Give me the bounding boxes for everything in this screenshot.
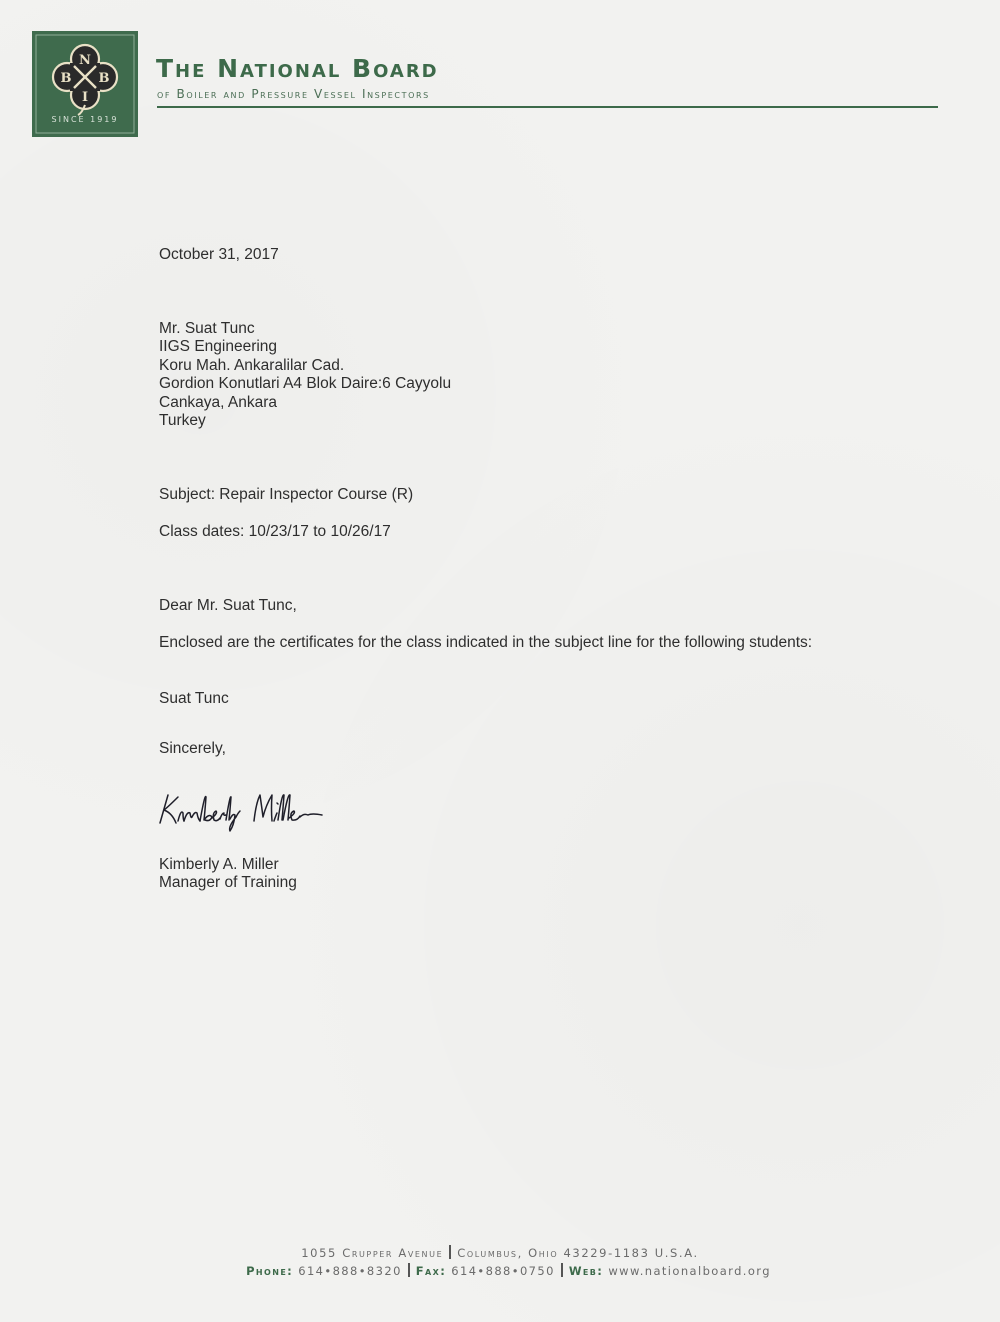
fax-label: Fax: bbox=[415, 1264, 447, 1278]
footer-city: Columbus, Ohio 43229-1183 U.S.A. bbox=[457, 1246, 699, 1260]
recipient-line: Koru Mah. Ankaralilar Cad. bbox=[159, 356, 345, 374]
footer-separator bbox=[561, 1263, 563, 1277]
organization-subtitle: of Boiler and Pressure Vessel Inspectors bbox=[157, 87, 430, 101]
class-dates: Class dates: 10/23/17 to 10/26/17 bbox=[159, 523, 391, 540]
student-name: Suat Tunc bbox=[159, 690, 229, 707]
recipient-line: Gordion Konutlari A4 Blok Daire:6 Cayyolu bbox=[159, 375, 452, 393]
closing: Sincerely, bbox=[159, 740, 226, 757]
organization-name: The National Board bbox=[156, 54, 439, 83]
logo-letter-left: B bbox=[60, 71, 72, 86]
recipient-line: Turkey bbox=[159, 411, 206, 429]
letter-body: Enclosed are the certificates for the class indicated in the subject line for the following students: bbox=[159, 634, 813, 651]
salutation: Dear Mr. Suat Tunc, bbox=[159, 597, 297, 614]
signer-title: Manager of Training bbox=[159, 874, 297, 891]
web-address: www.nationalboard.org bbox=[608, 1264, 771, 1278]
footer-address bbox=[0, 1245, 1000, 1260]
national-board-logo bbox=[32, 31, 138, 137]
handwritten-signature bbox=[150, 783, 340, 833]
letterhead-divider bbox=[157, 106, 938, 108]
recipient-line: Cankaya, Ankara bbox=[159, 393, 278, 411]
footer-separator bbox=[449, 1245, 451, 1259]
letter-subject: Subject: Repair Inspector Course (R) bbox=[159, 486, 414, 503]
signer-name: Kimberly A. Miller bbox=[159, 856, 279, 873]
logo-letter-top: N bbox=[79, 53, 91, 68]
web-label: Web: bbox=[568, 1264, 604, 1278]
recipient-line: IIGS Engineering bbox=[159, 338, 278, 356]
fax-number: 614•888•0750 bbox=[451, 1264, 555, 1278]
phone-number: 614•888•8320 bbox=[298, 1264, 402, 1278]
footer-contact bbox=[0, 1263, 1000, 1278]
recipient-line: Mr. Suat Tunc bbox=[159, 320, 255, 337]
logo-letter-right: B bbox=[98, 71, 110, 86]
logo-since-text: SINCE 1919 bbox=[51, 115, 119, 124]
recipient-address bbox=[159, 320, 451, 430]
footer-separator bbox=[408, 1263, 410, 1277]
phone-label: Phone: bbox=[246, 1264, 294, 1278]
letter-date: October 31, 2017 bbox=[159, 246, 279, 263]
footer-street: 1055 Crupper Avenue bbox=[301, 1246, 444, 1260]
logo-letter-bottom: I bbox=[81, 90, 89, 105]
